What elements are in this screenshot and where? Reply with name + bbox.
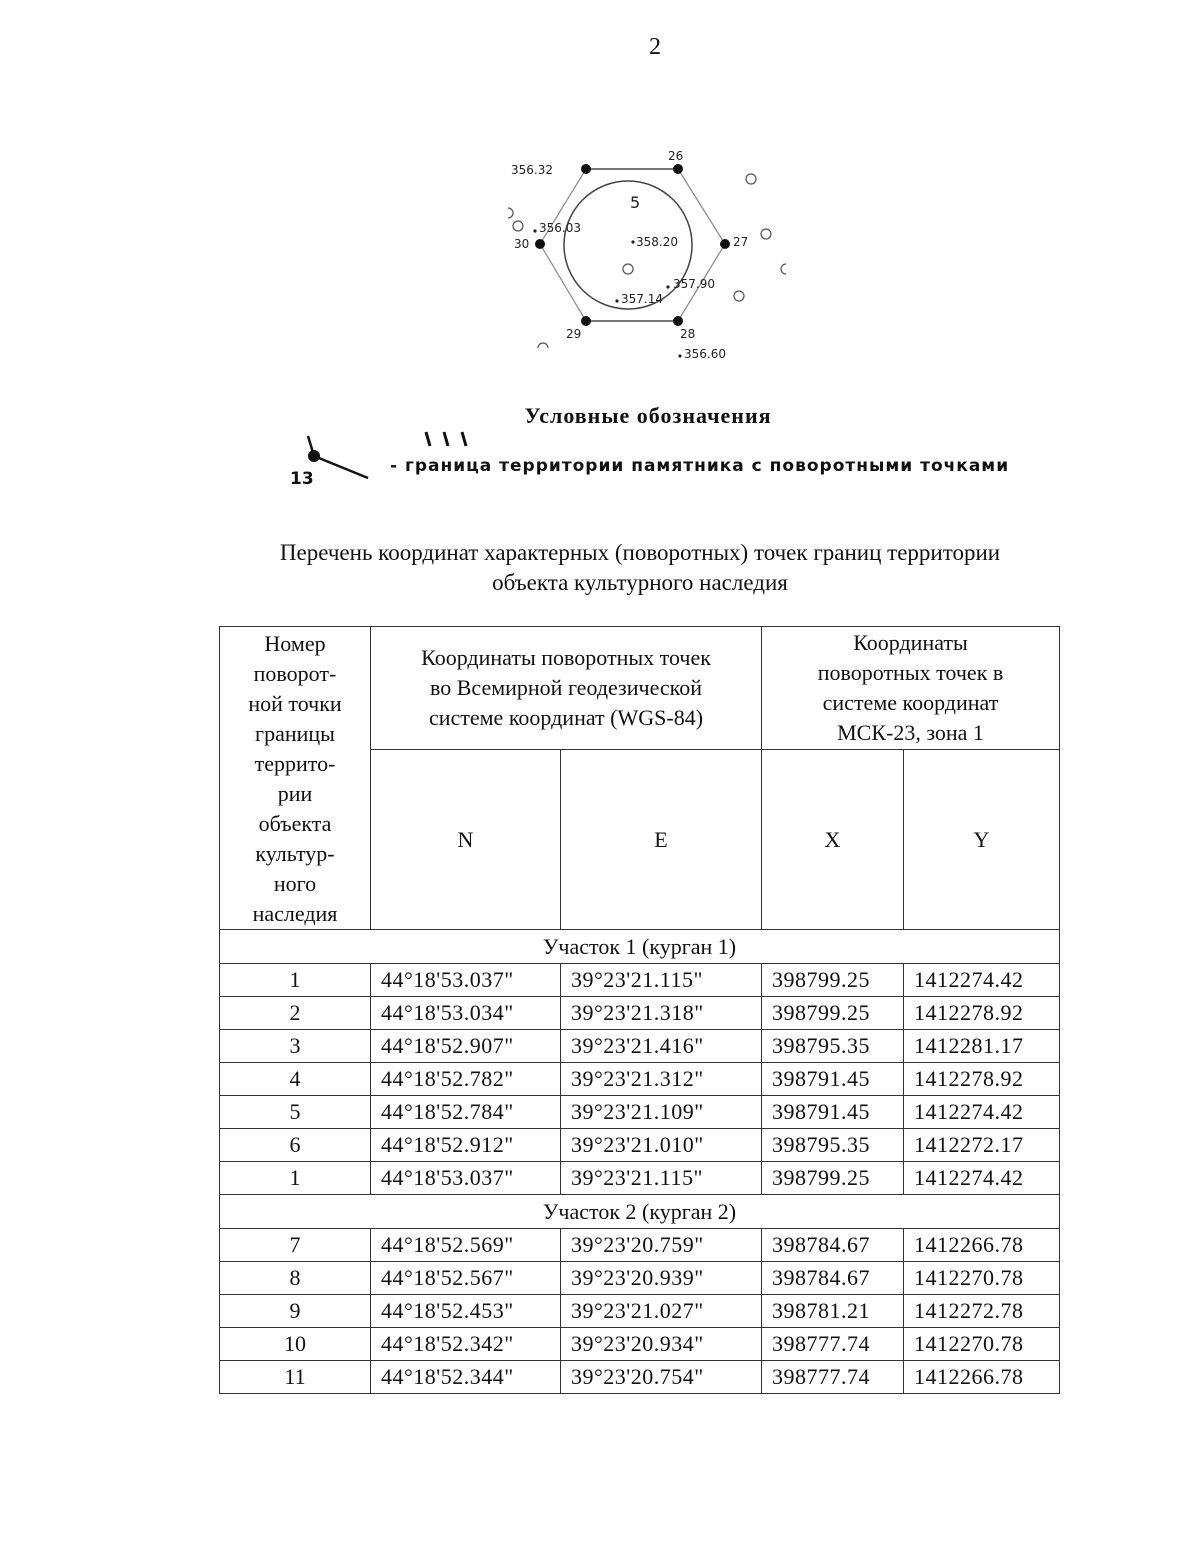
cell-latitude: 44°18'52.342" bbox=[371, 1328, 561, 1361]
turning-point bbox=[535, 239, 545, 249]
hatch-marks-icon bbox=[422, 430, 482, 450]
elevation-dot bbox=[666, 285, 669, 288]
table-row bbox=[220, 1328, 1060, 1361]
survey-ring bbox=[508, 208, 513, 218]
header-msk23-group: Координаты поворотных точек в системе координат МСК-23, зона 1 bbox=[762, 627, 1060, 750]
turning-point bbox=[581, 316, 591, 326]
cell-x: 398791.45 bbox=[762, 1096, 904, 1129]
cell-y: 1412274.42 bbox=[904, 964, 1060, 997]
elevation-label: 356.03 bbox=[539, 221, 581, 235]
cell-longitude: 39°23'20.934" bbox=[561, 1328, 762, 1361]
elevation-label: 357.14 bbox=[621, 292, 663, 306]
table-row bbox=[220, 1096, 1060, 1129]
section-row bbox=[220, 930, 1060, 964]
cell-point-number: 6 bbox=[220, 1129, 371, 1162]
cell-longitude: 39°23'21.109" bbox=[561, 1096, 762, 1129]
cell-point-number: 1 bbox=[220, 964, 371, 997]
cell-x: 398781.21 bbox=[762, 1295, 904, 1328]
elevation-dot bbox=[615, 299, 618, 302]
header-x: X bbox=[762, 750, 904, 930]
cell-longitude: 39°23'21.416" bbox=[561, 1030, 762, 1063]
cell-latitude: 44°18'52.453" bbox=[371, 1295, 561, 1328]
coordinates-table bbox=[219, 626, 1060, 1394]
site-plan-map bbox=[490, 138, 810, 378]
cell-point-number: 7 bbox=[220, 1229, 371, 1262]
cell-x: 398799.25 bbox=[762, 1162, 904, 1195]
survey-ring bbox=[781, 264, 786, 274]
cell-latitude: 44°18'52.907" bbox=[371, 1030, 561, 1063]
legend-text: - граница территории памятника с поворотными точками bbox=[390, 456, 1010, 476]
cell-latitude: 44°18'52.569" bbox=[371, 1229, 561, 1262]
cell-x: 398791.45 bbox=[762, 1063, 904, 1096]
cell-x: 398784.67 bbox=[762, 1229, 904, 1262]
point-label: 27 bbox=[733, 235, 749, 249]
cell-y: 1412281.17 bbox=[904, 1030, 1060, 1063]
cell-point-number: 2 bbox=[220, 997, 371, 1030]
cell-longitude: 39°23'20.754" bbox=[561, 1361, 762, 1394]
cell-longitude: 39°23'20.939" bbox=[561, 1262, 762, 1295]
cell-y: 1412272.17 bbox=[904, 1129, 1060, 1162]
cell-longitude: 39°23'21.027" bbox=[561, 1295, 762, 1328]
cell-longitude: 39°23'21.115" bbox=[561, 964, 762, 997]
header-n: N bbox=[371, 750, 561, 930]
table-row bbox=[220, 997, 1060, 1030]
cell-y: 1412266.78 bbox=[904, 1361, 1060, 1394]
cell-y: 1412274.42 bbox=[904, 1096, 1060, 1129]
point-label: 29 bbox=[566, 327, 582, 341]
header-y: Y bbox=[904, 750, 1060, 930]
area-label: 5 bbox=[630, 193, 641, 212]
cell-y: 1412278.92 bbox=[904, 1063, 1060, 1096]
boundary-symbol-icon bbox=[280, 432, 390, 492]
cell-longitude: 39°23'21.115" bbox=[561, 1162, 762, 1195]
cell-latitude: 44°18'52.567" bbox=[371, 1262, 561, 1295]
cell-y: 1412270.78 bbox=[904, 1262, 1060, 1295]
survey-ring bbox=[623, 264, 633, 274]
table-row bbox=[220, 1030, 1060, 1063]
cell-point-number: 11 bbox=[220, 1361, 371, 1394]
cell-x: 398777.74 bbox=[762, 1361, 904, 1394]
point-label: 30 bbox=[514, 237, 530, 251]
cell-x: 398799.25 bbox=[762, 997, 904, 1030]
elevation-label: 356.60 bbox=[684, 347, 726, 361]
point-label: 26 bbox=[668, 149, 684, 163]
cell-point-number: 4 bbox=[220, 1063, 371, 1096]
cell-latitude: 44°18'53.037" bbox=[371, 964, 561, 997]
elevation-dot bbox=[631, 240, 634, 243]
table-row bbox=[220, 1262, 1060, 1295]
survey-ring bbox=[746, 174, 756, 184]
cell-latitude: 44°18'52.912" bbox=[371, 1129, 561, 1162]
survey-ring bbox=[538, 343, 548, 348]
point-label: 28 bbox=[680, 327, 696, 341]
turning-point bbox=[720, 239, 730, 249]
cell-point-number: 5 bbox=[220, 1096, 371, 1129]
table-row bbox=[220, 1229, 1060, 1262]
cell-x: 398799.25 bbox=[762, 964, 904, 997]
cell-longitude: 39°23'21.312" bbox=[561, 1063, 762, 1096]
elevation-dot bbox=[533, 229, 536, 232]
elevation-label: 356.32 bbox=[511, 163, 553, 177]
coordinate-list-heading bbox=[210, 538, 1070, 598]
cell-y: 1412272.78 bbox=[904, 1295, 1060, 1328]
table-header-row bbox=[220, 627, 1060, 750]
section-row bbox=[220, 1195, 1060, 1229]
table-row bbox=[220, 1129, 1060, 1162]
survey-ring bbox=[513, 221, 523, 231]
elevation-label: 357.90 bbox=[673, 277, 715, 291]
cell-x: 398795.35 bbox=[762, 1030, 904, 1063]
cell-point-number: 1 bbox=[220, 1162, 371, 1195]
cell-y: 1412270.78 bbox=[904, 1328, 1060, 1361]
cell-point-number: 3 bbox=[220, 1030, 371, 1063]
svg-text:13: 13 bbox=[290, 469, 314, 489]
page-number: 2 bbox=[649, 34, 661, 60]
section-title: Участок 1 (курган 1) bbox=[220, 930, 1060, 964]
turning-point bbox=[673, 164, 683, 174]
cell-latitude: 44°18'52.782" bbox=[371, 1063, 561, 1096]
survey-ring bbox=[761, 229, 771, 239]
elevation-label: 358.20 bbox=[636, 235, 678, 249]
table-row bbox=[220, 964, 1060, 997]
cell-longitude: 39°23'20.759" bbox=[561, 1229, 762, 1262]
cell-point-number: 10 bbox=[220, 1328, 371, 1361]
table-row bbox=[220, 1295, 1060, 1328]
cell-longitude: 39°23'21.318" bbox=[561, 997, 762, 1030]
header-e: E bbox=[561, 750, 762, 930]
table-body bbox=[220, 930, 1060, 1394]
cell-point-number: 9 bbox=[220, 1295, 371, 1328]
legend-entry bbox=[280, 432, 1040, 492]
legend-title: Условные обозначения bbox=[524, 403, 772, 428]
cell-latitude: 44°18'52.784" bbox=[371, 1096, 561, 1129]
section-title: Участок 2 (курган 2) bbox=[220, 1195, 1060, 1229]
cell-x: 398777.74 bbox=[762, 1328, 904, 1361]
header-point-number: Номер поворот- ной точки границы террито- рии объекта культур- ного наследия bbox=[220, 627, 371, 930]
cell-latitude: 44°18'53.037" bbox=[371, 1162, 561, 1195]
table-row bbox=[220, 1063, 1060, 1096]
cell-latitude: 44°18'52.344" bbox=[371, 1361, 561, 1394]
site-plan-drawing bbox=[490, 138, 810, 378]
cell-point-number: 8 bbox=[220, 1262, 371, 1295]
cell-x: 398795.35 bbox=[762, 1129, 904, 1162]
heading-line: объекта культурного наследия bbox=[492, 570, 788, 595]
turning-point bbox=[581, 164, 591, 174]
cell-y: 1412278.92 bbox=[904, 997, 1060, 1030]
heading-line: Перечень координат характерных (поворотных) точек границ территории bbox=[279, 540, 1001, 565]
cell-x: 398784.67 bbox=[762, 1262, 904, 1295]
survey-ring bbox=[734, 291, 744, 301]
elevation-dot bbox=[678, 354, 681, 357]
table-row bbox=[220, 1361, 1060, 1394]
cell-longitude: 39°23'21.010" bbox=[561, 1129, 762, 1162]
header-wgs84-group: Координаты поворотных точек во Всемирной геодезической системе координат (WGS-84) bbox=[371, 627, 762, 750]
turning-point bbox=[673, 316, 683, 326]
cell-y: 1412266.78 bbox=[904, 1229, 1060, 1262]
table-row bbox=[220, 1162, 1060, 1195]
cell-latitude: 44°18'53.034" bbox=[371, 997, 561, 1030]
cell-y: 1412274.42 bbox=[904, 1162, 1060, 1195]
